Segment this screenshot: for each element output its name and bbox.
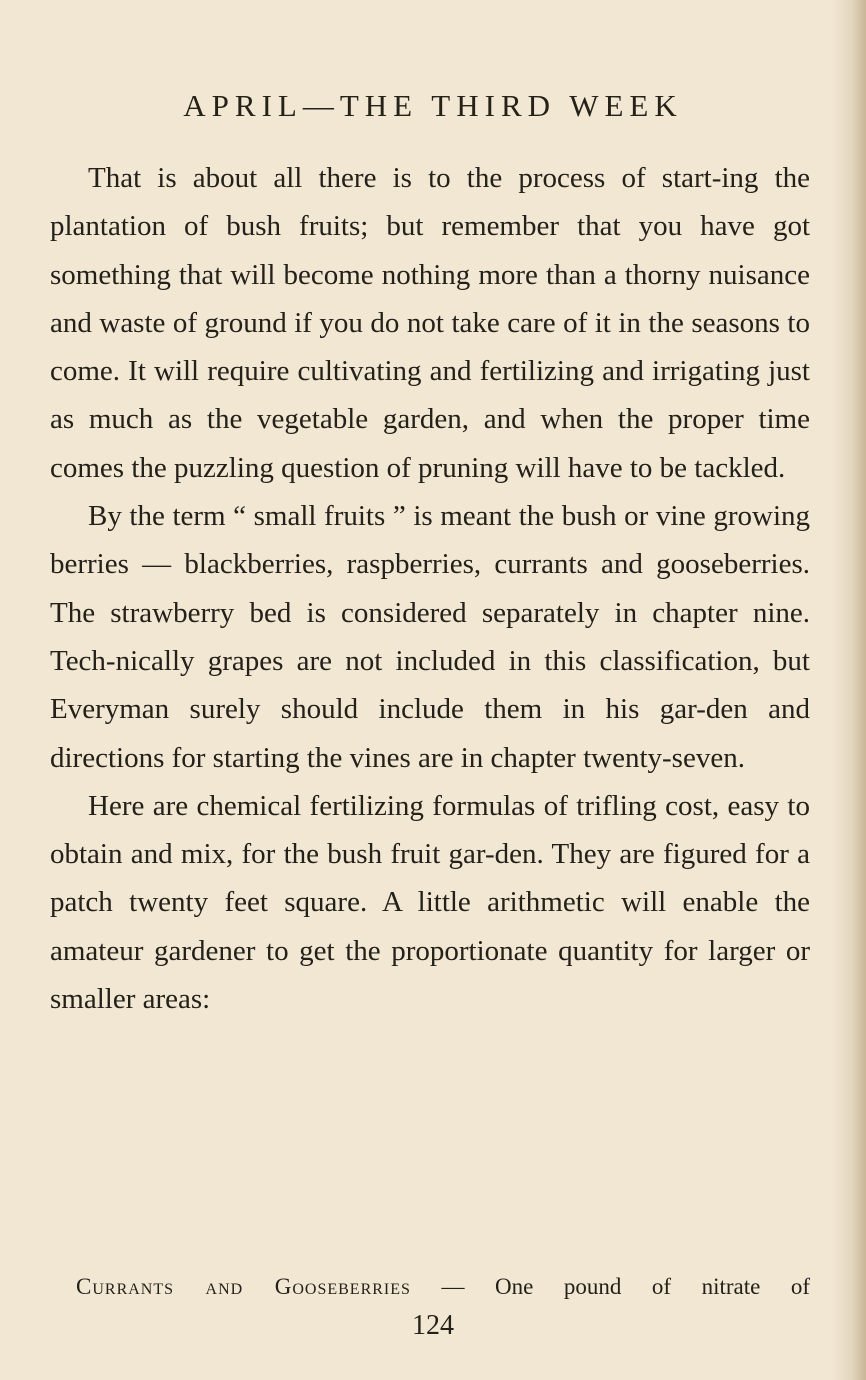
paragraph-3: Here are chemical fertilizing formulas of trifling cost, easy to obtain and mix, for the bush fruit gar-den. They are figured for a patch twenty feet square. A little arithmetic will enable the amateur gardener to get the proportionate quantity for larger or smaller areas: — [50, 789, 810, 1016]
page-edge-shadow — [852, 0, 866, 1380]
formula-text: — One pound of nitrate of — [441, 1274, 810, 1299]
running-head: APRIL—THE THIRD WEEK — [183, 88, 683, 123]
page-number: 124 — [412, 1310, 454, 1341]
paragraph-1: That is about all there is to the process of start-ing the plantation of bush fruits; but remember that you have got something that will become nothing more than a thorny nuisance and waste of ground if you do not take care of it in the seasons to come. It will require cultivating and fertilizing and irrigating just as much as the vegetable garden, and when the proper time comes the puzzling question of pruning will have to be tackled. — [50, 162, 810, 484]
body-text — [50, 154, 810, 1023]
paragraph-2: By the term “ small fruits ” is meant the bush or vine growing berries — blackberries, raspberries, currants and gooseberries. The strawberry bed is considered separately in chapter nine. Tech-nically grapes are not included in this classification, but Everyman surely should include them in his gar-den and directions for starting the vines are in chapter twenty-seven. — [50, 500, 810, 774]
formula-heading: Currants and Gooseberries — [76, 1274, 411, 1299]
formula-line — [50, 1274, 810, 1300]
